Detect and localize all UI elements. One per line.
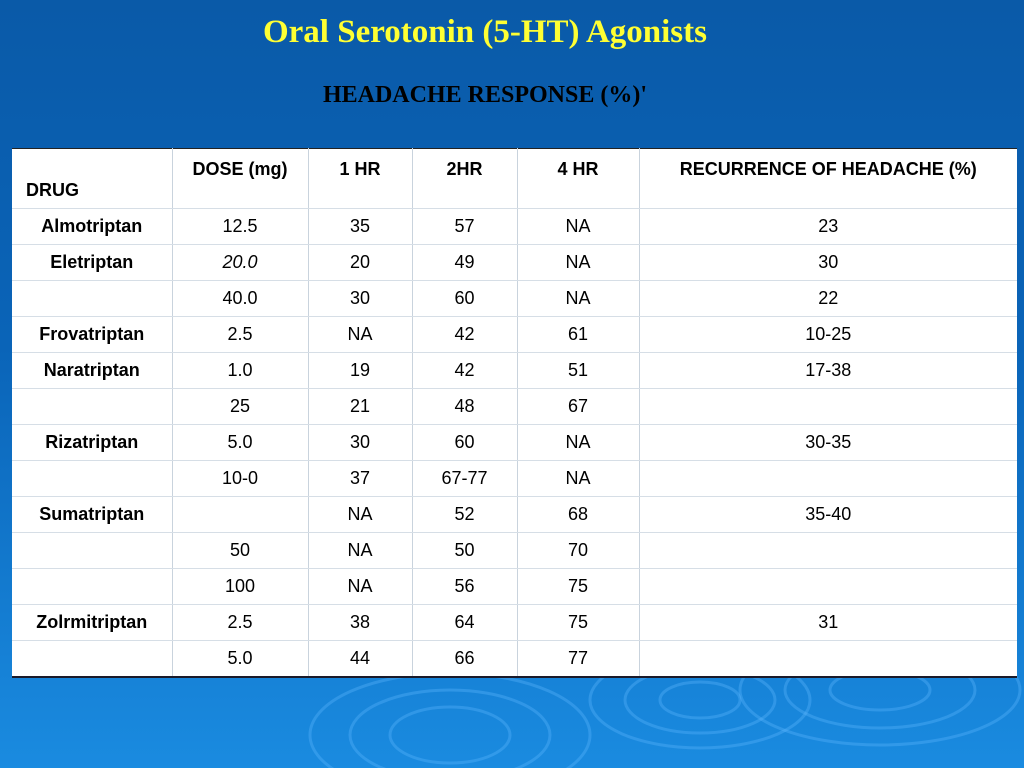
cell-1hr: 30: [308, 425, 412, 461]
cell-recurrence: [639, 389, 1017, 425]
cell-2hr: 57: [412, 209, 517, 245]
cell-drug: [12, 533, 172, 569]
cell-dose: 20.0: [172, 245, 308, 281]
cell-1hr: 21: [308, 389, 412, 425]
cell-drug: Almotriptan: [12, 209, 172, 245]
cell-recurrence: 23: [639, 209, 1017, 245]
table-row: [12, 353, 1017, 389]
table-row: [12, 425, 1017, 461]
cell-drug: Rizatriptan: [12, 425, 172, 461]
cell-drug: Frovatriptan: [12, 317, 172, 353]
cell-1hr: 35: [308, 209, 412, 245]
cell-4hr: NA: [517, 209, 639, 245]
cell-recurrence: 30: [639, 245, 1017, 281]
cell-1hr: NA: [308, 533, 412, 569]
table-subtitle: HEADACHE RESPONSE (%)': [322, 82, 648, 108]
cell-2hr: 56: [412, 569, 517, 605]
cell-4hr: NA: [517, 281, 639, 317]
table-row: [12, 317, 1017, 353]
cell-4hr: NA: [517, 425, 639, 461]
cell-drug: [12, 641, 172, 678]
cell-recurrence: [639, 641, 1017, 678]
cell-1hr: NA: [308, 497, 412, 533]
cell-dose: 2.5: [172, 317, 308, 353]
cell-recurrence: 22: [639, 281, 1017, 317]
cell-recurrence: [639, 533, 1017, 569]
table-row: [12, 209, 1017, 245]
cell-1hr: 44: [308, 641, 412, 678]
cell-2hr: 48: [412, 389, 517, 425]
cell-4hr: 61: [517, 317, 639, 353]
slide-title: Oral Serotonin (5-HT) Agonists: [262, 14, 707, 50]
cell-drug: [12, 389, 172, 425]
cell-4hr: 70: [517, 533, 639, 569]
cell-dose: 25: [172, 389, 308, 425]
table-row: [12, 245, 1017, 281]
cell-4hr: 68: [517, 497, 639, 533]
table-row: [12, 605, 1017, 641]
table-row: [12, 497, 1017, 533]
cell-2hr: 49: [412, 245, 517, 281]
cell-4hr: 51: [517, 353, 639, 389]
cell-dose: 5.0: [172, 425, 308, 461]
cell-1hr: 38: [308, 605, 412, 641]
cell-dose: [172, 497, 308, 533]
cell-drug: [12, 281, 172, 317]
cell-dose: 50: [172, 533, 308, 569]
cell-4hr: NA: [517, 245, 639, 281]
cell-drug: [12, 569, 172, 605]
cell-dose: 1.0: [172, 353, 308, 389]
header-dose: DOSE (mg): [172, 149, 308, 209]
cell-dose: 40.0: [172, 281, 308, 317]
header-1hr: 1 HR: [308, 149, 412, 209]
cell-2hr: 60: [412, 281, 517, 317]
cell-recurrence: 10-25: [639, 317, 1017, 353]
cell-4hr: 67: [517, 389, 639, 425]
cell-1hr: 30: [308, 281, 412, 317]
header-recurrence: RECURRENCE OF HEADACHE (%): [639, 149, 1017, 209]
cell-drug: Eletriptan: [12, 245, 172, 281]
cell-2hr: 67-77: [412, 461, 517, 497]
cell-1hr: NA: [308, 569, 412, 605]
cell-1hr: NA: [308, 317, 412, 353]
table-row: [12, 533, 1017, 569]
cell-recurrence: 31: [639, 605, 1017, 641]
cell-dose: 5.0: [172, 641, 308, 678]
cell-2hr: 66: [412, 641, 517, 678]
cell-1hr: 19: [308, 353, 412, 389]
cell-4hr: 75: [517, 605, 639, 641]
header-4hr: 4 HR: [517, 149, 639, 209]
table-row: [12, 281, 1017, 317]
cell-2hr: 60: [412, 425, 517, 461]
cell-drug: [12, 461, 172, 497]
cell-drug: Sumatriptan: [12, 497, 172, 533]
cell-dose: 2.5: [172, 605, 308, 641]
cell-2hr: 42: [412, 317, 517, 353]
cell-recurrence: [639, 569, 1017, 605]
cell-2hr: 52: [412, 497, 517, 533]
table-row: [12, 641, 1017, 678]
cell-recurrence: [639, 461, 1017, 497]
table-row: [12, 389, 1017, 425]
cell-drug: Zolrmitriptan: [12, 605, 172, 641]
cell-4hr: NA: [517, 461, 639, 497]
cell-1hr: 20: [308, 245, 412, 281]
cell-dose: 10-0: [172, 461, 308, 497]
cell-recurrence: 30-35: [639, 425, 1017, 461]
headache-response-table: [12, 148, 1017, 678]
table-row: [12, 461, 1017, 497]
cell-recurrence: 35-40: [639, 497, 1017, 533]
cell-recurrence: 17-38: [639, 353, 1017, 389]
cell-4hr: 75: [517, 569, 639, 605]
cell-dose: 12.5: [172, 209, 308, 245]
cell-2hr: 42: [412, 353, 517, 389]
cell-2hr: 50: [412, 533, 517, 569]
cell-1hr: 37: [308, 461, 412, 497]
header-2hr: 2HR: [412, 149, 517, 209]
table-row: [12, 569, 1017, 605]
cell-2hr: 64: [412, 605, 517, 641]
cell-4hr: 77: [517, 641, 639, 678]
cell-dose: 100: [172, 569, 308, 605]
header-drug: DRUG: [12, 149, 172, 209]
cell-drug: Naratriptan: [12, 353, 172, 389]
table-header-row: [12, 149, 1017, 209]
